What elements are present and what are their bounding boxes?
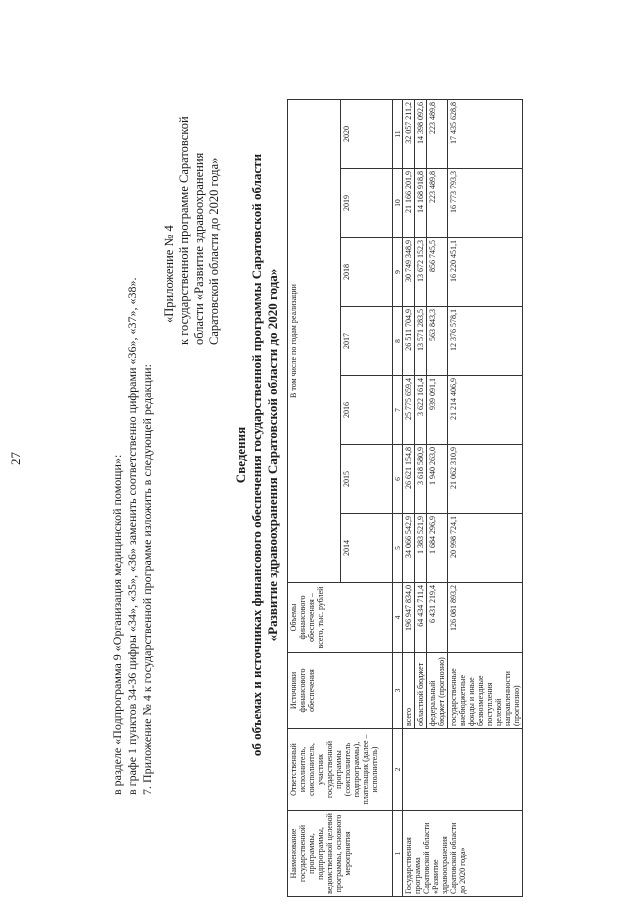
value-cell: 1 684 296,9: [427, 514, 448, 583]
total-cell: 196 947 834,0: [403, 583, 415, 653]
header-year: 2018: [340, 238, 393, 307]
value-cell: 17 435 628,8: [448, 100, 523, 169]
header-year: 2017: [340, 307, 393, 376]
value-cell: 34 066 542,9: [403, 514, 415, 583]
value-cell: 1 940 263,0: [427, 445, 448, 514]
value-cell: 563 843,3: [427, 307, 448, 376]
column-number: 5: [393, 514, 403, 583]
header-years-group: В том числе по годам реализации: [288, 100, 341, 583]
value-cell: 12 376 578,1: [448, 307, 523, 376]
header-row: [288, 100, 341, 897]
intro-text: [110, 35, 155, 795]
value-cell: 30 749 348,9: [403, 238, 415, 307]
executor-cell: [403, 729, 523, 811]
value-cell: 3 622 161,4: [415, 376, 427, 445]
header-total: Объемы финансового обеспечения – всего, тыс. рублей: [288, 583, 393, 653]
heading-line: «Развитие здравоохранения Саратовской области до 2020 года»: [265, 268, 280, 642]
value-cell: 21 214 406,9: [448, 376, 523, 445]
value-cell: 939 091,1: [427, 376, 448, 445]
column-number: 10: [393, 169, 403, 238]
page-number: 27: [8, 452, 23, 465]
total-cell: 64 434 711,4: [415, 583, 427, 653]
heading-line: об объемах и источниках финансового обеспечения государственной программы Саратовской области: [249, 153, 264, 757]
heading-line: Сведения: [233, 426, 248, 484]
value-cell: 26 621 154,8: [403, 445, 415, 514]
financing-table: [287, 99, 523, 897]
intro-line: в графе 1 пунктов 34-36 цифры «34», «35», «36» заменить соответственно цифрами «36», «37», «38».: [125, 277, 139, 795]
column-number: 11: [393, 100, 403, 169]
document-heading: [233, 35, 281, 875]
value-cell: 25 775 659,4: [403, 376, 415, 445]
intro-line: 7. Приложение № 4 к государственной программе изложить в следующей редакции:: [140, 364, 154, 795]
header-year: 2016: [340, 376, 393, 445]
source-cell: всего: [403, 653, 415, 729]
appendix-line: к государственной программе Саратовской: [177, 116, 191, 345]
column-number-row: [393, 100, 403, 897]
header-year: 2015: [340, 445, 393, 514]
value-cell: 13 672 152,3: [415, 238, 427, 307]
value-cell: 3 618 580,9: [415, 445, 427, 514]
header-executor: Ответственный исполнитель, соисполнитель, участник государственной программы (соисполнитель подпрограммы), плательщик (далее – исполнитель): [288, 729, 393, 811]
total-cell: 6 431 219,4: [427, 583, 448, 653]
source-cell: государственные внебюджетные фонды и иные безвозмездные поступления целевой направленности (прогнозно): [448, 653, 523, 729]
column-number: 1: [393, 811, 403, 897]
column-number: 8: [393, 307, 403, 376]
source-cell: областной бюджет: [415, 653, 427, 729]
source-cell: федеральный бюджет (прогнозно): [427, 653, 448, 729]
value-cell: 223 489,8: [427, 100, 448, 169]
value-cell: 21 062 310,9: [448, 445, 523, 514]
value-cell: 856 745,5: [427, 238, 448, 307]
value-cell: 26 511 704,9: [403, 307, 415, 376]
value-cell: 1 383 521,9: [415, 514, 427, 583]
appendix-line: Саратовской области до 2020 года»: [207, 157, 221, 345]
value-cell: 14 168 918,8: [415, 169, 427, 238]
column-number: 7: [393, 376, 403, 445]
appendix-caption: [162, 53, 222, 345]
column-number: 6: [393, 445, 403, 514]
header-year: 2019: [340, 169, 393, 238]
value-cell: 13 571 283,5: [415, 307, 427, 376]
header-source: Источники финансового обеспечения: [288, 653, 393, 729]
value-cell: 21 166 201,9: [403, 169, 415, 238]
program-name-cell: Государственная программа Саратовской области «Развитие здравоохранения Саратовской области до 2020 года»: [403, 811, 523, 897]
column-number: 4: [393, 583, 403, 653]
header-program: Наименование государственной программы, подпрограммы, ведомственной целевой программы, основного мероприятия: [288, 811, 393, 897]
intro-line: в разделе «Подпрограмма 9 «Организация медицинской помощи»:: [110, 454, 124, 795]
column-number: 2: [393, 729, 403, 811]
column-number: 9: [393, 238, 403, 307]
column-number: 3: [393, 653, 403, 729]
appendix-line: «Приложение № 4: [162, 225, 176, 323]
header-year: 2014: [340, 514, 393, 583]
appendix-line: области «Развитие здравоохранения: [192, 152, 206, 345]
value-cell: 16 220 451,1: [448, 238, 523, 307]
value-cell: 32 057 211,2: [403, 100, 415, 169]
total-cell: 126 081 893,2: [448, 583, 523, 653]
table-row: [403, 100, 415, 897]
value-cell: 16 773 793,3: [448, 169, 523, 238]
value-cell: 20 998 724,1: [448, 514, 523, 583]
header-year: 2020: [340, 100, 393, 169]
value-cell: 14 398 092,6: [415, 100, 427, 169]
value-cell: 223 489,8: [427, 169, 448, 238]
